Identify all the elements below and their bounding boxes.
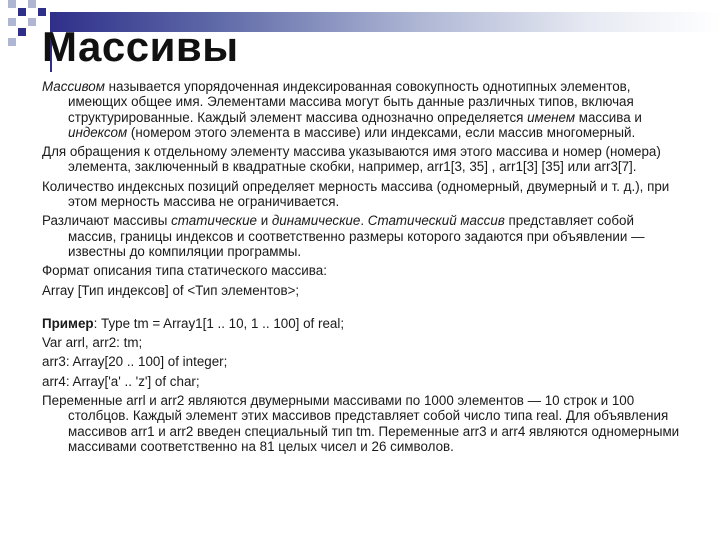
text-run: Переменные arrl и arr2 являются двумерными массивами по 1000 элементов — 10 строк и 100 столбцов. Каждый элемент этих массивов представляет собой число типа real. Для объявления массивов arr1 и arr2 введен специальный тип tm. Переменные arr3 и arr4 являются одномерными массивами соответственно на 81 целых чисел и 26 символов. <box>42 393 680 454</box>
text-run: Формат описания типа статического массива: <box>42 263 327 279</box>
paragraph <box>42 179 682 210</box>
slide-title: Массивы <box>42 23 239 70</box>
text-run: Var arrl, arr2: tm; <box>42 335 143 351</box>
text-run: Количество индексных позиций определяет мерность массива (одномерный, двумерный и т. д.), при этом мерность массива не ограничивается. <box>42 178 670 210</box>
italic-term: Массивом <box>42 79 105 94</box>
text-run: Различают массивы <box>42 213 172 229</box>
text-run: представляет собой массив, границы индексов и соответственно размеры которого задаются при объявлении — известны до компиляции программы. <box>68 213 645 259</box>
paragraph <box>42 263 682 278</box>
italic-term: Статический массив <box>367 213 505 229</box>
italic-term: статические <box>171 213 257 229</box>
slide-body <box>42 79 682 458</box>
text-run: Для обращения к отдельному элементу массива указываются имя этого массива и номер (номера) элемента, заключенный в квадратные скобки, например, arr1[3, 35] , arr1[3] [35] или arr3[7]. <box>42 144 661 175</box>
italic-term: индексом <box>68 124 128 140</box>
paragraph-gap <box>42 302 682 316</box>
paragraph <box>42 374 682 389</box>
italic-term: именем <box>527 109 576 125</box>
text-run: arr3: Array[20 .. 100] of integer; <box>42 354 228 370</box>
text-run: (номером этого элемента в массиве) или индексами, если массив многомерный. <box>127 124 636 140</box>
text-run: и <box>256 213 272 229</box>
italic-term: динамические <box>271 213 361 229</box>
text-run: массива и <box>575 109 642 125</box>
text-run: Array [Тип индексов] of <Тип элементов>; <box>42 282 300 298</box>
bold-label: Пример <box>42 315 94 331</box>
paragraph <box>42 79 682 140</box>
paragraph <box>42 316 682 331</box>
paragraph <box>42 335 682 350</box>
paragraph <box>42 354 682 369</box>
paragraph <box>42 144 682 175</box>
paragraph <box>42 393 682 454</box>
paragraph <box>42 213 682 259</box>
corner-decoration <box>0 0 48 48</box>
text-run: arr4: Array['a' .. 'z'] of char; <box>42 373 200 389</box>
text-run: : Type tm = Array1[1 .. 10, 1 .. 100] of real; <box>93 315 345 331</box>
text-run: . <box>360 213 368 229</box>
text-run: называется упорядоченная индексированная совокупность однотипных элементов, имеющих общее имя. Элементами массива могут быть данные различных типов, включая структурированные. Каждый элемент массива однозначно определяется <box>68 79 634 125</box>
paragraph <box>42 283 682 298</box>
